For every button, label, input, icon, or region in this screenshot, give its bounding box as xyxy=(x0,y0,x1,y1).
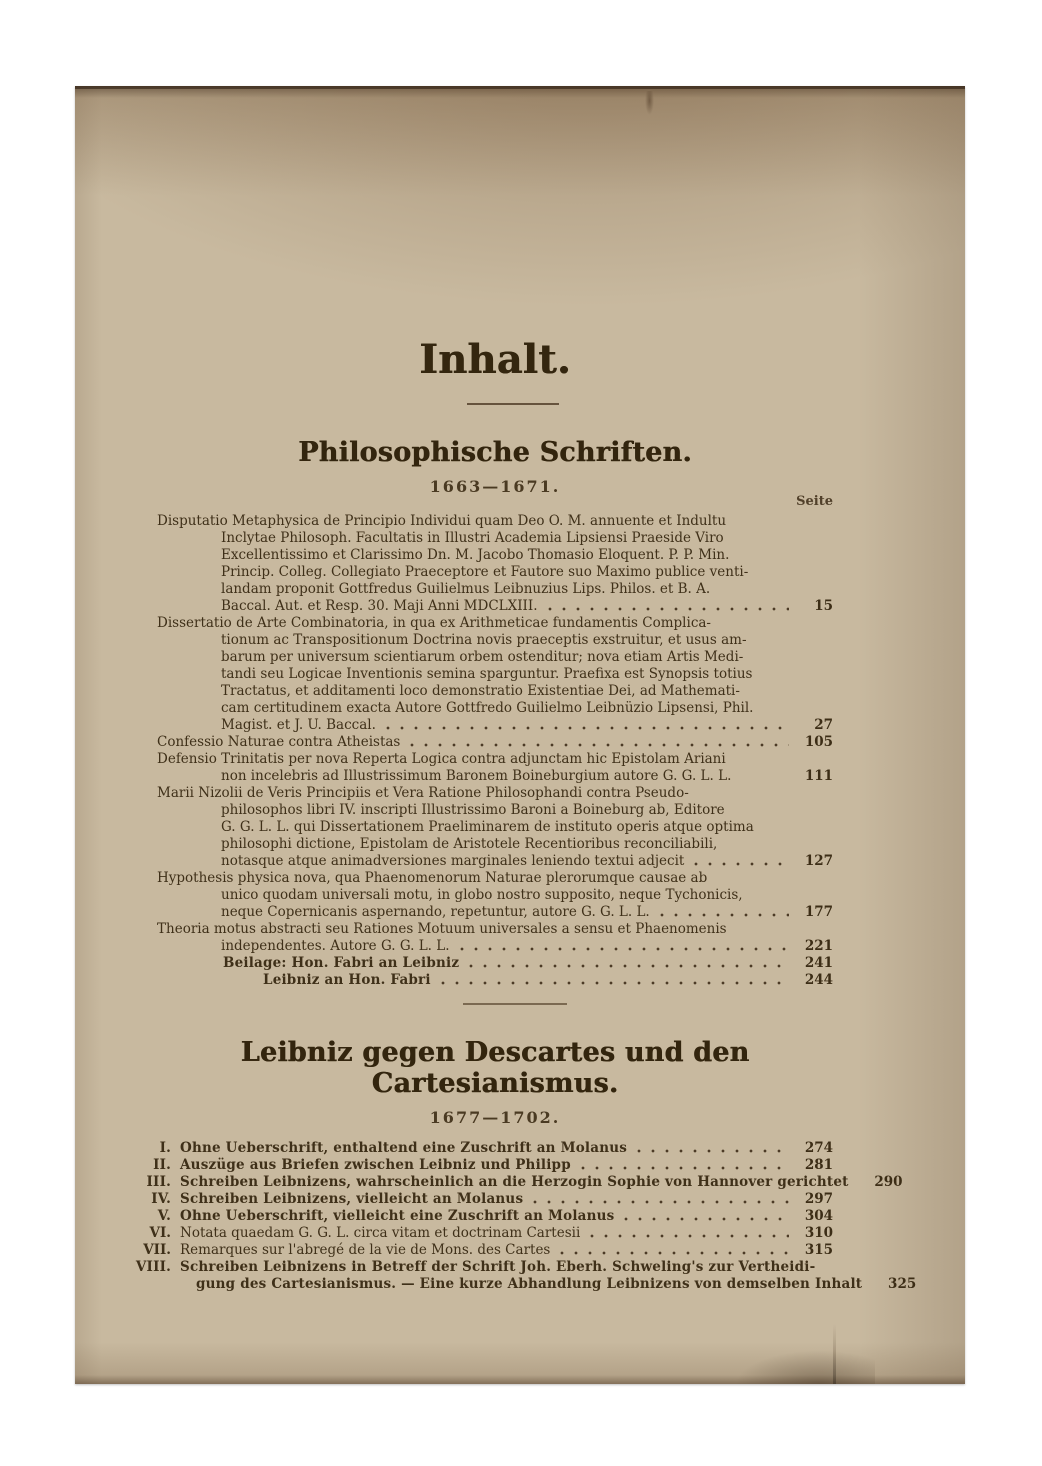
page-number: 241 xyxy=(804,955,833,971)
entry-text: landam proponit Gottfredus Guilielmus Leibnuzius Lips. Philos. et B. A. xyxy=(221,581,711,597)
entry-body xyxy=(157,734,833,751)
entry-text: Confessio Naturae contra Atheistas xyxy=(157,734,401,750)
entry-body xyxy=(157,921,833,955)
entry-line xyxy=(180,1225,833,1242)
entry-line xyxy=(157,768,833,785)
section-1-heading: Philosophische Schriften. xyxy=(298,437,692,468)
dot-leader xyxy=(590,1229,789,1241)
page-number: 111 xyxy=(804,768,833,784)
entry-text: Schreiben Leibnizens, wahrscheinlich an die Herzogin Sophie von Hannover gerichtet xyxy=(180,1174,849,1190)
page-number: 221 xyxy=(804,938,833,954)
section-divider xyxy=(463,1003,567,1005)
toc-entry xyxy=(135,1242,833,1259)
entry-body xyxy=(180,1259,917,1293)
entry-line xyxy=(157,564,833,581)
entry-text: Disputatio Metaphysica de Principio Individui quam Deo O. M. annuente et Indultu xyxy=(157,513,727,529)
entry-text: Princip. Colleg. Collegiato Praeceptore et Fautore suo Maximo publice venti- xyxy=(221,564,749,580)
entry-text: unico quodam universali motu, in globo nostro supposito, neque Tychonicis, xyxy=(221,887,743,903)
entry-line xyxy=(157,751,833,768)
page-number: 105 xyxy=(804,734,833,750)
entry-body xyxy=(157,615,833,734)
corner-shadow xyxy=(735,1350,875,1384)
entry-body xyxy=(180,1191,833,1208)
entry-body xyxy=(157,870,833,921)
entry-line xyxy=(263,972,833,989)
toc-section-1 xyxy=(157,513,833,989)
toc-entry xyxy=(157,513,833,615)
entry-numeral: IV. xyxy=(151,1191,171,1207)
entry-line xyxy=(157,887,833,904)
dot-leader xyxy=(624,1212,789,1224)
entry-line xyxy=(157,530,833,547)
page-number: 290 xyxy=(874,1174,903,1190)
dot-leader xyxy=(660,908,789,920)
entry-text: notasque atque animadversiones marginales leniendo textui adjecit xyxy=(221,853,685,869)
entry-text: Beilage: Hon. Fabri an Leibniz xyxy=(223,955,460,971)
toc-entry xyxy=(135,1140,833,1157)
entry-line xyxy=(157,649,833,666)
entry-body xyxy=(180,1208,833,1225)
entry-text: Auszüge aus Briefen zwischen Leibniz und Philipp xyxy=(180,1157,571,1173)
entry-body xyxy=(180,1174,903,1191)
entry-numeral: VII. xyxy=(143,1242,171,1258)
page-number: 27 xyxy=(814,717,833,733)
entry-text: tandi seu Logicae Inventionis semina sparguntur. Praefixa est Synopsis totius xyxy=(221,666,753,682)
page-number: 310 xyxy=(804,1225,833,1241)
dot-leader xyxy=(548,602,789,614)
entry-line xyxy=(180,1276,917,1293)
entry-text: philosophi dictione, Epistolam de Aristotele Recentioribus reconciliabili, xyxy=(221,836,718,852)
entry-text: Inclytae Philosoph. Facultatis in Illustri Academia Lipsiensi Praeside Viro xyxy=(221,530,724,546)
entry-text: Baccal. Aut. et Resp. 30. Maji Anni MDCLXIII. xyxy=(221,598,538,614)
entry-line xyxy=(157,836,833,853)
page-number: 177 xyxy=(804,904,833,920)
entry-line xyxy=(157,683,833,700)
toc-entry xyxy=(135,1259,917,1293)
title-divider xyxy=(467,403,559,405)
dot-leader xyxy=(581,1161,789,1173)
entry-line xyxy=(157,734,833,751)
entry-line xyxy=(223,955,833,972)
toc-entry xyxy=(135,1174,903,1191)
entry-line xyxy=(157,700,833,717)
dot-leader xyxy=(560,1246,789,1258)
dot-leader xyxy=(533,1195,789,1207)
section-1-dates: 1663—1671. xyxy=(429,477,561,496)
entry-text: Defensio Trinitatis per nova Reperta Logica contra adjunctam hic Epistolam Ariani xyxy=(157,751,726,767)
entry-line xyxy=(157,666,833,683)
entry-body xyxy=(157,513,833,615)
toc-entry xyxy=(157,615,833,734)
toc-entry xyxy=(157,870,833,921)
dot-leader xyxy=(694,857,789,869)
entry-numeral: II. xyxy=(153,1157,171,1173)
seite-column-label: Seite xyxy=(796,494,833,509)
entry-line xyxy=(157,921,833,938)
toc-entry xyxy=(157,751,833,785)
section-2-heading: Leibniz gegen Descartes und den Cartesianismus. xyxy=(240,1037,750,1099)
entry-text: Tractatus, et additamenti loco demonstratio Existentiae Dei, ad Mathemati- xyxy=(221,683,740,699)
entry-text: tionum ac Transpositionum Doctrina novis praeceptis exstruitur, et usus am- xyxy=(221,632,747,648)
page-number: 127 xyxy=(804,853,833,869)
toc-entry xyxy=(157,921,833,955)
entry-numeral: VIII. xyxy=(135,1259,171,1275)
entry-text: Ohne Ueberschrift, enthaltend eine Zuschrift an Molanus xyxy=(180,1140,628,1156)
dot-leader xyxy=(460,942,789,954)
entry-body xyxy=(180,1140,833,1157)
page-number: 325 xyxy=(888,1276,917,1292)
toc-entry xyxy=(157,785,833,870)
dot-leader xyxy=(637,1144,789,1156)
entry-line xyxy=(180,1174,903,1191)
toc-entry xyxy=(135,1225,833,1242)
entry-numeral: I. xyxy=(159,1140,171,1156)
entry-body xyxy=(157,785,833,870)
toc-entry xyxy=(135,1191,833,1208)
entry-text: non incelebris ad Illustrissimum Baronem Boineburgium autore G. G. L. L. xyxy=(221,768,732,784)
entry-text: neque Copernicanis aspernando, repetuntur, autore G. G. L. L. xyxy=(221,904,650,920)
toc-entry xyxy=(157,972,833,989)
entry-line xyxy=(157,581,833,598)
dot-leader xyxy=(386,721,789,733)
toc-entry xyxy=(135,1208,833,1225)
entry-body xyxy=(180,1242,833,1259)
entry-line xyxy=(157,717,833,734)
page-number: 304 xyxy=(804,1208,833,1224)
entry-numeral: III. xyxy=(146,1174,171,1190)
entry-text: Marii Nizolii de Veris Principiis et Vera Ratione Philosophandi contra Pseudo- xyxy=(157,785,689,801)
toc-entry xyxy=(157,734,833,751)
entry-line xyxy=(180,1208,833,1225)
page-title: Inhalt. xyxy=(419,336,571,383)
toc-entry xyxy=(135,1157,833,1174)
dot-leader xyxy=(410,738,789,750)
entry-text: Ohne Ueberschrift, vielleicht eine Zuschrift an Molanus xyxy=(180,1208,615,1224)
entry-body xyxy=(180,1157,833,1174)
page-number: 281 xyxy=(804,1157,833,1173)
toc-section-2 xyxy=(135,1140,917,1293)
dot-leader xyxy=(469,959,789,971)
entry-line xyxy=(157,615,833,632)
entry-body xyxy=(180,1225,833,1242)
entry-text: Notata quaedam G. G. L. circa vitam et doctrinam Cartesii xyxy=(180,1225,581,1241)
entry-line xyxy=(157,904,833,921)
entry-text: Remarques sur l'abregé de la vie de Mons. des Cartes xyxy=(180,1242,551,1258)
entry-line xyxy=(157,938,833,955)
dot-leader xyxy=(741,772,789,784)
dot-leader xyxy=(441,976,789,988)
section-2-dates: 1677—1702. xyxy=(429,1108,561,1127)
entry-line xyxy=(180,1157,833,1174)
entry-text: Leibniz an Hon. Fabri xyxy=(263,972,431,988)
page-number: 244 xyxy=(804,972,833,988)
entry-line xyxy=(180,1191,833,1208)
page-number: 15 xyxy=(814,598,833,614)
entry-text: G. G. L. L. qui Dissertationem Praeliminarem de instituto operis atque optima xyxy=(221,819,754,835)
entry-line xyxy=(157,785,833,802)
entry-numeral: V. xyxy=(157,1208,171,1224)
entry-text: Schreiben Leibnizens in Betreff der Schrift Joh. Eberh. Schweling's zur Vertheidi- xyxy=(180,1259,816,1275)
entry-text: philosophos libri IV. inscripti Illustrissimo Baroni a Boineburg ab, Editore xyxy=(221,802,725,818)
page-number: 274 xyxy=(804,1140,833,1156)
page-number: 297 xyxy=(804,1191,833,1207)
entry-body xyxy=(157,955,833,972)
toc-entry xyxy=(157,955,833,972)
entry-text: cam certitudinem exacta Autore Gottfredo Guilielmo Leibnüzio Lipsensi, Phil. xyxy=(221,700,754,716)
entry-text: Magist. et J. U. Baccal. xyxy=(221,717,376,733)
entry-text: gung des Cartesianismus. — Eine kurze Abhandlung Leibnizens von demselben Inhalt xyxy=(196,1276,863,1292)
entry-line xyxy=(157,853,833,870)
entry-text: barum per universum scientiarum orbem ostenditur; nova etiam Artis Medi- xyxy=(221,649,744,665)
entry-line xyxy=(157,547,833,564)
scanned-book-page xyxy=(75,86,965,1384)
entry-line xyxy=(157,598,833,615)
entry-line xyxy=(157,819,833,836)
entry-line xyxy=(180,1259,833,1276)
entry-line xyxy=(180,1140,833,1157)
entry-text: Schreiben Leibnizens, vielleicht an Molanus xyxy=(180,1191,524,1207)
page-content xyxy=(75,86,965,1293)
entry-text: independentes. Autore G. G. L. L. xyxy=(221,938,450,954)
entry-line xyxy=(157,870,833,887)
entry-text: Theoria motus abstracti seu Rationes Motuum universales a sensu et Phaenomenis xyxy=(157,921,727,937)
entry-line xyxy=(157,513,833,530)
entry-numeral: VI. xyxy=(149,1225,171,1241)
entry-text: Hypothesis physica nova, qua Phaenomenorum Naturae plerorumque causae ab xyxy=(157,870,708,886)
entry-body xyxy=(157,972,833,989)
entry-text: Excellentissimo et Clarissimo Dn. M. Jacobo Thomasio Eloquent. P. P. Min. xyxy=(221,547,730,563)
entry-line xyxy=(157,802,833,819)
entry-line xyxy=(157,632,833,649)
entry-body xyxy=(157,751,833,785)
entry-line xyxy=(180,1242,833,1259)
page-number: 315 xyxy=(804,1242,833,1258)
entry-text: Dissertatio de Arte Combinatoria, in qua ex Arithmeticae fundamentis Complica- xyxy=(157,615,711,631)
